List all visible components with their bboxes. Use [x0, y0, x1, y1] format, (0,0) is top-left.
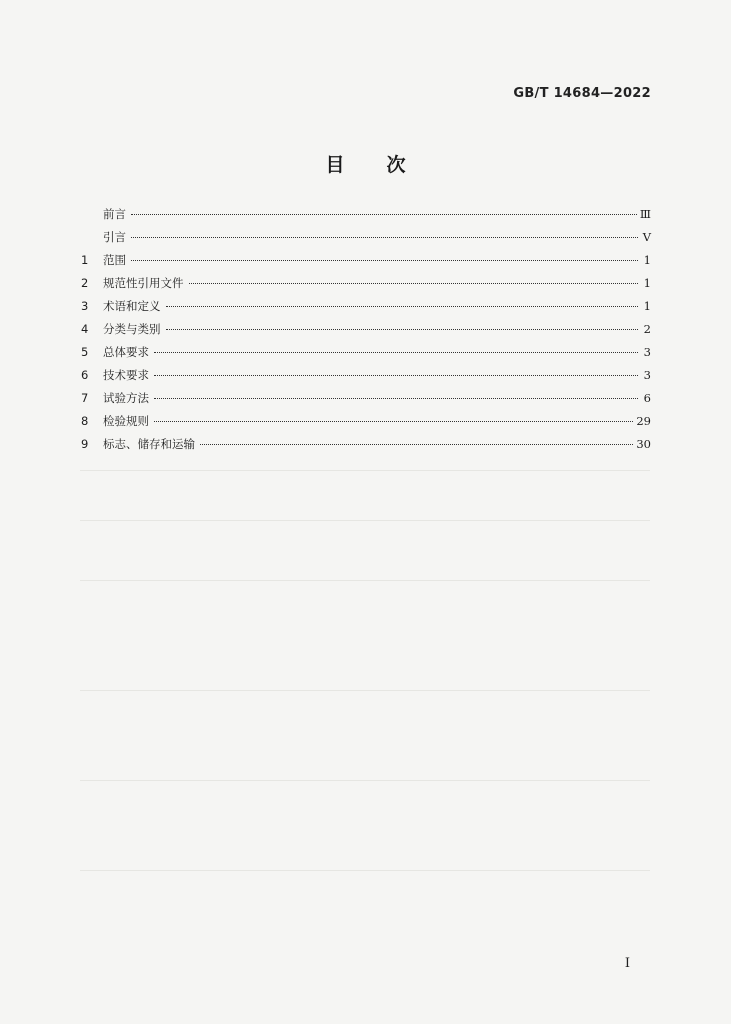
- show-through-line: [80, 580, 650, 581]
- toc-entry[interactable]: [81, 344, 651, 367]
- toc-entry-label: 总体要求: [103, 345, 149, 359]
- leader-dots: [166, 329, 639, 330]
- leader-dots: [166, 306, 639, 307]
- toc-entry-page: 3: [643, 345, 651, 359]
- toc-entry[interactable]: [81, 298, 651, 321]
- toc-entry-label: 范围: [103, 253, 126, 267]
- toc-entry-page: 1: [643, 276, 651, 290]
- standard-number: GB/T 14684—2022: [513, 86, 651, 101]
- toc-entry-number: 6: [81, 368, 89, 382]
- table-of-contents: [81, 206, 651, 459]
- toc-entry-page: 2: [643, 322, 651, 336]
- toc-entry[interactable]: [81, 275, 651, 298]
- toc-entry-label: 试验方法: [103, 391, 149, 405]
- show-through-line: [80, 870, 650, 871]
- toc-entry-page: 1: [643, 253, 651, 267]
- toc-entry[interactable]: [81, 436, 651, 459]
- toc-entry-number: 1: [81, 253, 89, 267]
- toc-entry[interactable]: [81, 321, 651, 344]
- toc-entry-page: 30: [636, 437, 651, 451]
- leader-dots: [154, 398, 638, 399]
- toc-entry-number: 5: [81, 345, 89, 359]
- toc-entry-label: 标志、储存和运输: [103, 437, 195, 451]
- toc-entry-page: Ⅴ: [642, 230, 651, 244]
- toc-entry-number: 8: [81, 414, 89, 428]
- show-through-line: [80, 780, 650, 781]
- toc-entry-page: 6: [643, 391, 651, 405]
- toc-entry-label: 技术要求: [103, 368, 149, 382]
- toc-entry-number: 7: [81, 391, 89, 405]
- show-through-line: [80, 520, 650, 521]
- toc-entry[interactable]: [81, 229, 651, 252]
- toc-entry[interactable]: [81, 413, 651, 436]
- toc-entry-label: 分类与类别: [103, 322, 161, 336]
- leader-dots: [154, 352, 638, 353]
- toc-entry-number: 3: [81, 299, 89, 313]
- show-through-line: [80, 470, 650, 471]
- leader-dots: [154, 375, 638, 376]
- leader-dots: [200, 444, 633, 445]
- toc-entry-number: 2: [81, 276, 89, 290]
- toc-entry-page: Ⅲ: [639, 207, 651, 221]
- toc-entry-label: 规范性引用文件: [103, 276, 184, 290]
- leader-dots: [131, 237, 638, 238]
- toc-entry-label: 术语和定义: [103, 299, 161, 313]
- toc-entry[interactable]: [81, 390, 651, 413]
- toc-entry-label: 检验规则: [103, 414, 149, 428]
- leader-dots: [131, 214, 637, 215]
- page-title: 目次: [325, 154, 448, 176]
- toc-entry-page: 1: [643, 299, 651, 313]
- leader-dots: [189, 283, 639, 284]
- leader-dots: [131, 260, 638, 261]
- page-number: I: [624, 956, 630, 971]
- toc-entry[interactable]: [81, 367, 651, 390]
- toc-entry[interactable]: [81, 252, 651, 275]
- toc-entry[interactable]: [81, 206, 651, 229]
- toc-entry-page: 3: [643, 368, 651, 382]
- leader-dots: [154, 421, 633, 422]
- toc-entry-number: 9: [81, 437, 89, 451]
- show-through-line: [80, 690, 650, 691]
- toc-entry-label: 前言: [103, 207, 126, 221]
- toc-entry-label: 引言: [103, 230, 126, 244]
- toc-entry-page: 29: [636, 414, 651, 428]
- toc-entry-number: 4: [81, 322, 89, 336]
